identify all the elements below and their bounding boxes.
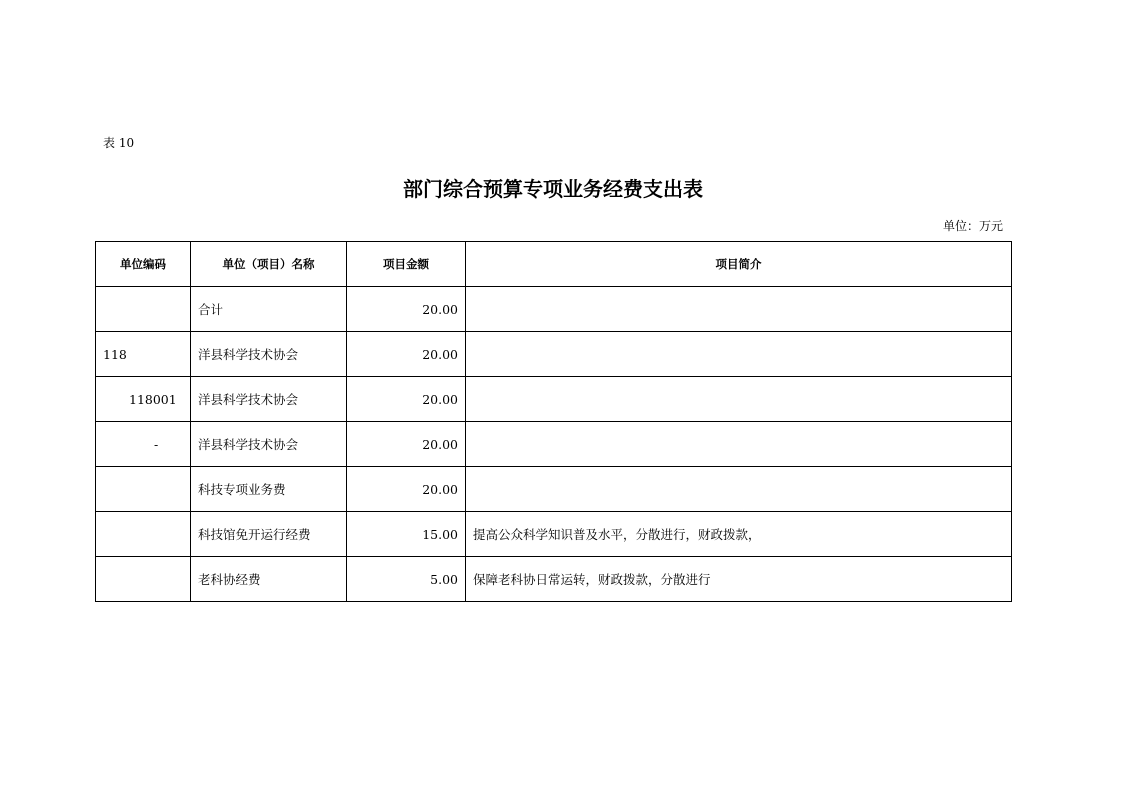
table-row bbox=[96, 287, 1012, 332]
cell-amount: 15.00 bbox=[347, 512, 466, 557]
unit-label: 单位：万元 bbox=[942, 219, 1003, 233]
budget-table bbox=[95, 241, 1012, 602]
cell-desc bbox=[466, 332, 1012, 377]
cell-name: 合计 bbox=[191, 287, 347, 332]
cell-name: 洋县科学技术协会 bbox=[191, 422, 347, 467]
table-row bbox=[96, 422, 1012, 467]
page-title: 部门综合预算专项业务经费支出表 bbox=[403, 177, 703, 201]
cell-name: 洋县科学技术协会 bbox=[191, 332, 347, 377]
table-row bbox=[96, 557, 1012, 602]
header-amount: 项目金额 bbox=[347, 242, 466, 287]
cell-amount: 20.00 bbox=[347, 287, 466, 332]
cell-name: 老科协经费 bbox=[191, 557, 347, 602]
cell-code bbox=[96, 557, 191, 602]
cell-code bbox=[96, 467, 191, 512]
table-row bbox=[96, 512, 1012, 557]
table-header-row bbox=[96, 242, 1012, 287]
table-row bbox=[96, 332, 1012, 377]
cell-code: - bbox=[96, 422, 191, 467]
cell-amount: 20.00 bbox=[347, 422, 466, 467]
cell-code: 118001 bbox=[96, 377, 191, 422]
cell-amount: 5.00 bbox=[347, 557, 466, 602]
cell-amount: 20.00 bbox=[347, 332, 466, 377]
header-desc: 项目简介 bbox=[466, 242, 1012, 287]
cell-code bbox=[96, 512, 191, 557]
table-row bbox=[96, 467, 1012, 512]
cell-desc: 保障老科协日常运转，财政拨款，分散进行 bbox=[466, 557, 1012, 602]
header-name: 单位（项目）名称 bbox=[191, 242, 347, 287]
cell-desc: 提高公众科学知识普及水平，分散进行，财政拨款， bbox=[466, 512, 1012, 557]
cell-name: 科技专项业务费 bbox=[191, 467, 347, 512]
cell-name: 科技馆免开运行经费 bbox=[191, 512, 347, 557]
cell-amount: 20.00 bbox=[347, 467, 466, 512]
cell-name: 洋县科学技术协会 bbox=[191, 377, 347, 422]
cell-desc bbox=[466, 467, 1012, 512]
header-code: 单位编码 bbox=[96, 242, 191, 287]
cell-desc bbox=[466, 422, 1012, 467]
cell-desc bbox=[466, 377, 1012, 422]
cell-desc bbox=[466, 287, 1012, 332]
cell-amount: 20.00 bbox=[347, 377, 466, 422]
cell-code bbox=[96, 287, 191, 332]
table-number: 表 10 bbox=[103, 136, 135, 150]
table-row bbox=[96, 377, 1012, 422]
cell-code: 118 bbox=[96, 332, 191, 377]
